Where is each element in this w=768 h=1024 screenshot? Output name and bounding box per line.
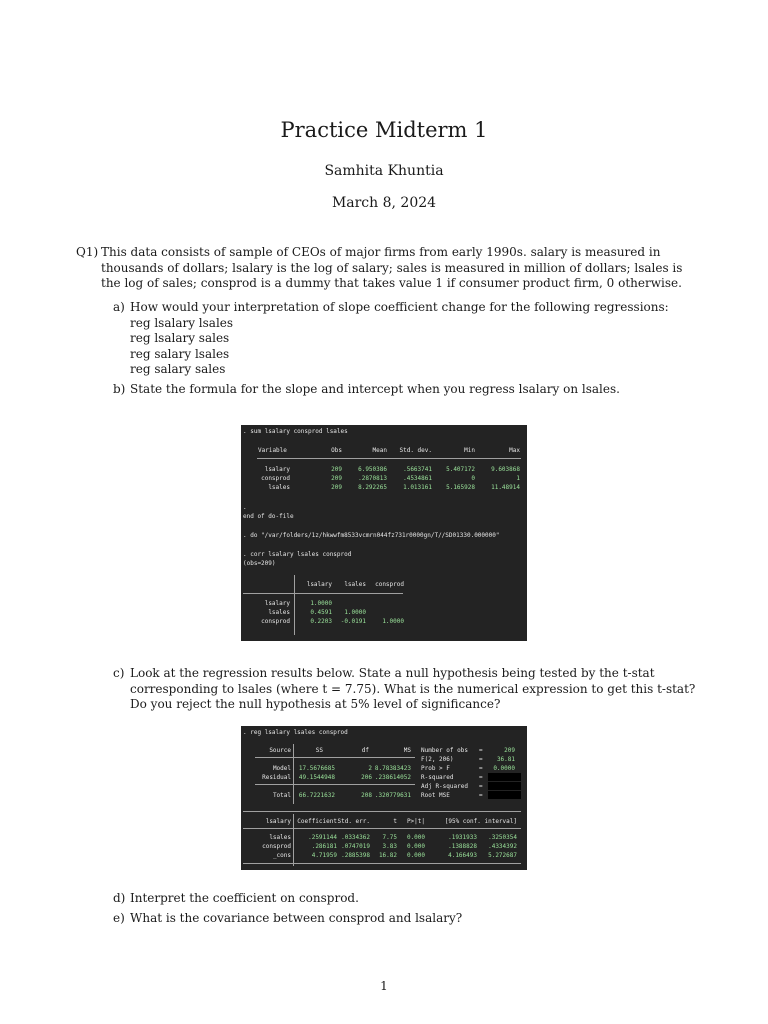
item-text: How would your interpretation of slope coefficient change for the following regressions:	[130, 300, 669, 314]
table-cell: 206	[361, 774, 372, 781]
redaction-box	[488, 773, 521, 781]
table-cell: 209	[331, 466, 342, 473]
table-cell: .0747019	[341, 843, 370, 850]
stata-message: end of do-file	[243, 513, 294, 520]
item-a	[113, 300, 703, 378]
table-rule	[257, 458, 521, 459]
table-cell: 2	[368, 765, 372, 772]
table-cell: 11.48914	[491, 484, 520, 491]
item-text: What is the covariance between consprod and lsalary?	[130, 911, 463, 925]
var-name: lsales	[269, 834, 291, 841]
table-cell: 1	[516, 475, 520, 482]
question-1	[76, 245, 700, 292]
stat-label: Root MSE	[421, 792, 450, 799]
stat-label: Prob > F	[421, 765, 450, 772]
stata-output-regression	[241, 726, 527, 870]
table-cell: .3250354	[488, 834, 517, 841]
stat-label: F(2, 206)	[421, 756, 454, 763]
table-header: P>|t|	[406, 818, 425, 825]
author-name: Samhita Khuntia	[324, 163, 444, 179]
item-d	[113, 891, 703, 907]
stat-eq: =	[479, 783, 483, 790]
var-name: consprod	[261, 618, 290, 625]
redaction-box	[488, 791, 521, 799]
table-cell: .4534861	[403, 475, 432, 482]
table-cell: 0	[471, 475, 475, 482]
table-cell: 7.75	[382, 834, 397, 841]
table-cell: 4.166493	[448, 852, 477, 859]
item-text: State the formula for the slope and intercept when you regress lsalary on lsales.	[130, 382, 620, 396]
var-name: consprod	[261, 475, 290, 482]
stat-label: Adj R-squared	[421, 783, 468, 790]
table-cell: .2870813	[358, 475, 387, 482]
var-name: consprod	[262, 843, 291, 850]
table-cell: 0.2203	[310, 618, 332, 625]
redaction-box	[488, 782, 521, 790]
table-cell: 0.000	[406, 834, 425, 841]
table-header: df	[361, 747, 369, 754]
table-header: lsales	[344, 581, 366, 588]
stata-message: (obs=209)	[243, 560, 276, 567]
table-cell: 0.000	[406, 852, 425, 859]
table-divider	[293, 814, 294, 866]
table-header: t	[393, 818, 397, 825]
table-cell: 5.272687	[488, 852, 517, 859]
table-header: MS	[403, 747, 411, 754]
source-name: Model	[272, 765, 291, 772]
source-name: Total	[272, 792, 291, 799]
item-b	[113, 382, 703, 398]
item-label: e)	[113, 911, 125, 925]
table-cell: 209	[331, 475, 342, 482]
item-label: b)	[113, 382, 126, 396]
table-cell: 5.407172	[446, 466, 475, 473]
table-cell: 1.0000	[344, 609, 366, 616]
table-cell: 6.950386	[358, 466, 387, 473]
table-cell: 1.0000	[382, 618, 404, 625]
table-cell: 49.1544948	[298, 774, 335, 781]
table-cell: 1.0000	[310, 600, 332, 607]
item-e	[113, 911, 703, 927]
regression-command: reg salary sales	[130, 362, 226, 376]
table-cell: .238614052	[374, 774, 411, 781]
table-rule	[243, 863, 521, 864]
table-cell: 1.013161	[403, 484, 432, 491]
item-text: Look at the regression results below. State a null hypothesis being tested by the t-stat corresponding to lsales (where t = 7.75). What is the numerical expression to get this t-stat? Do you reject the null hypothesis at 5% level of significance?	[130, 666, 696, 711]
table-header: lsalary	[306, 581, 332, 588]
table-header: Coefficient	[297, 818, 337, 825]
table-cell: 4.71959	[311, 852, 337, 859]
document-date: March 8, 2024	[331, 195, 437, 211]
table-header: Max	[509, 447, 520, 454]
table-rule	[243, 811, 521, 812]
table-rule	[243, 593, 403, 594]
table-cell: 8.78383423	[374, 765, 411, 772]
table-cell: .286181	[311, 843, 337, 850]
table-cell: .2885398	[341, 852, 370, 859]
table-header: Source	[269, 747, 291, 754]
table-header: Obs	[331, 447, 342, 454]
source-name: Residual	[262, 774, 291, 781]
stat-eq: =	[479, 756, 483, 763]
stat-label: R-squared	[421, 774, 454, 781]
stata-output-summary-corr	[241, 425, 527, 641]
table-cell: .1931933	[448, 834, 477, 841]
table-cell: 17.5676685	[298, 765, 335, 772]
table-cell: 5.165928	[446, 484, 475, 491]
item-label: a)	[113, 300, 125, 314]
var-name: lsales	[268, 609, 290, 616]
table-cell: 9.603868	[491, 466, 520, 473]
stat-value: 0.0000	[493, 765, 515, 772]
table-rule	[255, 757, 415, 758]
stat-label: Number of obs	[421, 747, 468, 754]
table-header: Std. err.	[337, 818, 370, 825]
stat-value: 209	[504, 747, 515, 754]
stata-command: . corr lsalary lsales consprod	[243, 551, 352, 558]
item-label: d)	[113, 891, 126, 905]
stat-eq: =	[479, 774, 483, 781]
table-cell: .5663741	[403, 466, 432, 473]
table-cell: 66.7221632	[298, 792, 335, 799]
var-name: lsales	[268, 484, 290, 491]
table-header: SS	[315, 747, 323, 754]
table-cell: -0.0191	[340, 618, 366, 625]
table-cell: 0.4591	[310, 609, 332, 616]
stata-command: . do "/var/folders/1z/hkwwfm8533vcmrn044fz731r0000gn/T//SD01330.000000"	[243, 532, 500, 539]
table-cell: 0.000	[406, 843, 425, 850]
table-header: consprod	[375, 581, 404, 588]
table-cell: .320779631	[374, 792, 411, 799]
item-label: c)	[113, 666, 125, 680]
table-cell: .1388828	[448, 843, 477, 850]
table-header: Std. dev.	[399, 447, 432, 454]
document-title: Practice Midterm 1	[280, 118, 488, 142]
stata-command: . sum lsalary consprod lsales	[243, 428, 348, 435]
stata-command: . reg lsalary lsales consprod	[243, 729, 348, 736]
table-divider	[294, 575, 295, 635]
question-label: Q1)	[76, 245, 99, 259]
table-cell: 208	[361, 792, 372, 799]
stata-dot: .	[243, 504, 247, 511]
table-divider	[293, 744, 294, 804]
item-text: Interpret the coefficient on consprod.	[130, 891, 359, 905]
regression-command: reg lsalary sales	[130, 331, 230, 345]
item-c	[113, 666, 703, 713]
table-header: Min	[464, 447, 475, 454]
regression-command: reg lsalary lsales	[130, 315, 234, 330]
var-name: lsalary	[264, 466, 290, 473]
regression-command: reg salary lsales	[130, 346, 230, 361]
stat-eq: =	[479, 747, 483, 754]
var-name: lsalary	[264, 600, 290, 607]
table-cell: 8.292265	[358, 484, 387, 491]
table-cell: 3.83	[382, 843, 397, 850]
table-cell: .0334362	[341, 834, 370, 841]
stat-eq: =	[479, 765, 483, 772]
table-rule	[255, 784, 415, 785]
var-name: _cons	[272, 852, 291, 859]
table-cell: 209	[331, 484, 342, 491]
table-cell: .4334392	[488, 843, 517, 850]
table-header: lsalary	[265, 818, 291, 825]
table-header: [95% conf. interval]	[444, 818, 517, 825]
table-header: Mean	[372, 447, 387, 454]
stat-eq: =	[479, 792, 483, 799]
table-cell: 16.82	[378, 852, 397, 859]
stat-value: 36.81	[496, 756, 515, 763]
question-text: This data consists of sample of CEOs of major firms from early 1990s. salary is measured in thousands of dollars; lsalary is the log of salary; sales is measured in million of dollars; lsales is the log of sales; consprod is a dummy that takes value 1 if consumer product firm, 0 otherwise.	[101, 245, 683, 290]
table-rule	[243, 828, 521, 829]
table-header: Variable	[258, 447, 287, 454]
page-number: 1	[380, 979, 388, 993]
table-cell: .2591144	[308, 834, 337, 841]
